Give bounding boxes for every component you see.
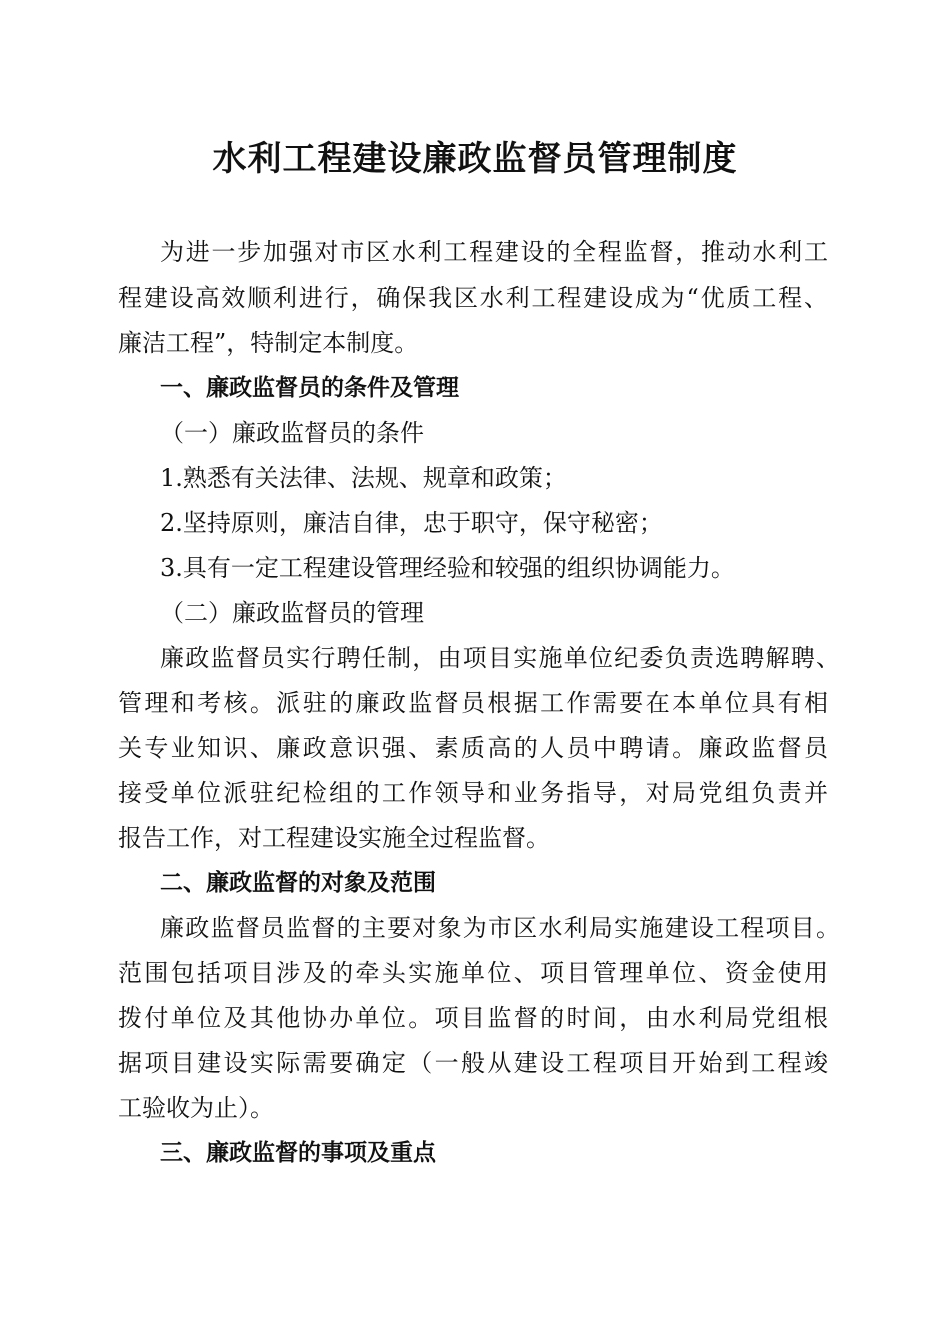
scope-line-1: 廉政监督员监督的主要对象为市区水利局实施建设工程项目。 [160,914,840,942]
condition-item-3: 3.具有一定工程建设管理经验和较强的组织协调能力。 [160,554,735,582]
condition-item-1: 1.熟悉有关法律、法规、规章和政策； [160,464,567,492]
scope-line-5: 工验收为止）。 [118,1094,274,1122]
intro-line-2: 程建设高效顺利进行，确保我区水利工程建设成为“优质工程、 [118,284,828,312]
document-title: 水利工程建设廉政监督员管理制度 [212,139,738,179]
section-1-heading: 一、廉政监督员的条件及管理 [160,375,459,401]
scope-line-3: 拨付单位及其他协办单位。项目监督的时间，由水利局党组根 [118,1004,828,1032]
intro-line-3: 廉洁工程”，特制定本制度。 [118,329,419,357]
intro-line-1: 为进一步加强对市区水利工程建设的全程监督，推动水利工 [160,238,828,266]
section-1-sub-heading-2: （二）廉政监督员的管理 [160,599,424,627]
section-3-heading: 三、廉政监督的事项及重点 [160,1140,436,1166]
management-line-3: 关专业知识、廉政意识强、素质高的人员中聘请。廉政监督员 [118,734,828,762]
section-2-heading: 二、廉政监督的对象及范围 [160,870,436,896]
scope-line-2: 范围包括项目涉及的牵头实施单位、项目管理单位、资金使用 [118,959,828,987]
management-line-2: 管理和考核。派驻的廉政监督员根据工作需要在本单位具有相 [118,689,828,717]
condition-item-2: 2.坚持原则，廉洁自律，忠于职守，保守秘密； [160,509,663,537]
scope-line-4: 据项目建设实际需要确定（一般从建设工程项目开始到工程竣 [118,1049,828,1077]
management-line-1: 廉政监督员实行聘任制，由项目实施单位纪委负责选聘解聘、 [160,644,840,672]
management-line-5: 报告工作，对工程建设实施全过程监督。 [118,824,550,852]
section-1-sub-heading-1: （一）廉政监督员的条件 [160,419,424,447]
management-line-4: 接受单位派驻纪检组的工作领导和业务指导，对局党组负责并 [118,779,828,807]
